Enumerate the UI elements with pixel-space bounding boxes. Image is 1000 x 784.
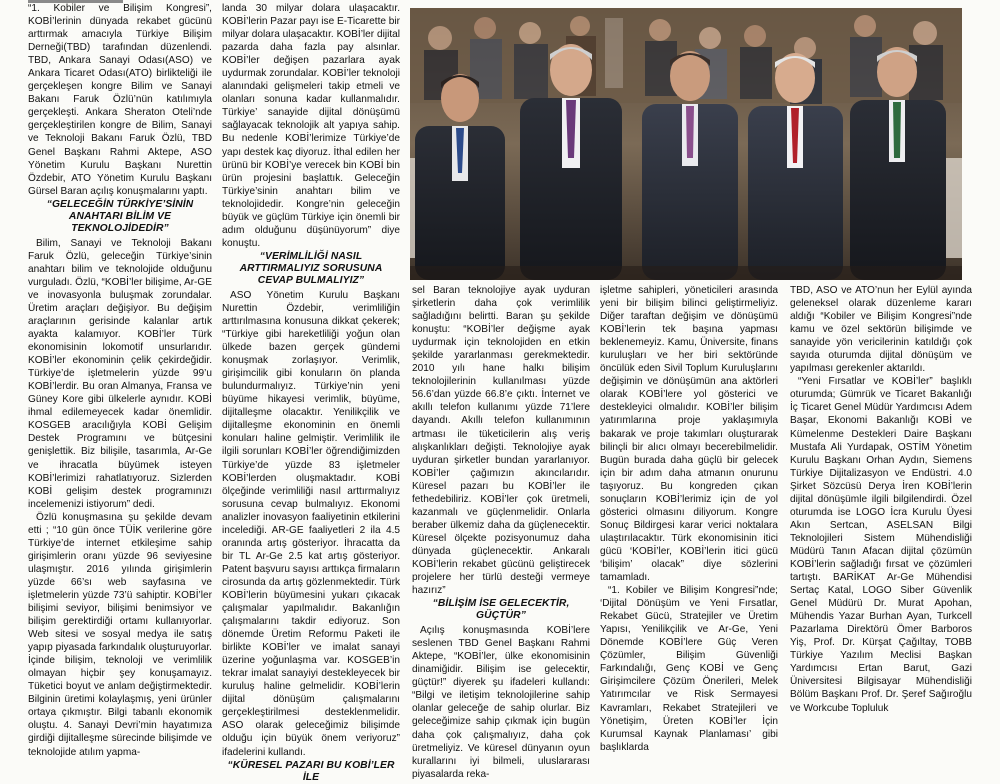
article-column-3 xyxy=(412,284,590,780)
paragraph: “1. Kobiler ve Bilişim Kongresi”, KOBİ’lerinin dünyada rekabet gücünü arttırmak amacıyla Türkiye Bilişim Derneği(TBD) tarafından düzenlendi. TBD, Ankara Sanayi Odası(ASO) ve Ankara Ticaret Odası(ATO) birlikteliği ile gerçekleşen kongre Bilim ve Sanayi Bakanı Faruk Özlü’nün katılımıyla gerçekleşti. Ankara Sheraton Oteli’nde gerçekleştirilen kongre de Bilim, Sanayi ve Teknoloji Bakanı Faruk Özlü, TBD Genel Başkanı Rahmi Aktepe, ASO Yönetim Kurulu Başkanı Nurettin Özdebir, ATO Yönetim Kurulu Başkanı Gürsel Baran açılış konuşmalarını yaptı. xyxy=(28,3,212,197)
paragraph: TBD, ASO ve ATO’nun her Eylül ayında geleneksel olarak düzenleme kararı aldığı “Kobiler ve Bilişim Kongresi”nde kamu ve özel sektörün bilişimde ve sanayide yön vericilerinin katıldığı çok sayıda oturumda dijital dönüşüm ve yapılması gerekenler aktarıldı. xyxy=(790,285,972,375)
paragraph: Açılış konuşmasında KOBİ’lere seslenen TBD Genel Başkanı Rahmi Aktepe, “KOBİ’ler, ülke ekonomisinin dinamiğidir. Bilişim ise gelecektir, güçtür!” diyerek şu ifadeleri kullandı: “Bilgi ve iletişim teknolojilerine sahip olanlar geleceğe de sahip olurlar. Biz geleceğimize sahip çıkmak için bugün daha çok çalışmalıyız, daha çok üretmeliyiz. Ve küresel dünyanın oyun kurallarını iyi bilmeli, uluslararası piyasalarda reka- xyxy=(412,625,590,780)
paragraph: ASO Yönetim Kurulu Başkanı Nurettin Özdebir, verimliliğin arttırılmasına konusuna dikkat çekerek; “Türkiye gibi hareketliliği yoğun olan ülkede bazen gerçek gündemi konuşmak zorlaşıyor. Verimlik, girişimcilik gibi konuların ön planda bulundurmalıyız. Türkiye’nin yeni büyüme hikayesi verimlik, büyüme, dijitalleşme olacaktır. Yenilikçilik ve dijitalleşme ekonominin en önemli konuları haline gelmiştir. Verimlilik ile ilgili sorunları KOBİ’ler öğrendiğimizden Türkiye’de yüzde 83 işletmeler KOBİ’lerden oluşmaktadır. KOBİ ölçeğinde verimliliği nasıl arttırmalıyız sorusuna cevap bulmalıyız. Ekonomi analizler inovasyon faaliyetinin etkilerini incelediği. AR-GE faaliyetleri 2 ila 4.5 oranında artış gösteriyor. İhracatta da bir TL Ar-Ge 2.5 kat artış gösteriyor. Patent başvuru sayısı arttıkça firmaların cirosunda da artış gözlenmektedir. Türk KOBİ’lerin büyümesini yukarı çıkacak çalışmalar yapılmalıdır. Bakanlığın çalışmalarını takdir ediyoruz. Son dönemde Üretim Reformu Paketi ile birlikte KOBİ’ler ve imalat sanayi üzerine yoğunlaşma var. KOSGEB’in tekrar imalat sanayiyi destekleyecek bir kuruluş haline gelmelidir. KOBİ’lerin dijital dönüşüm çalışmalarını gerçekleştirilmesi desteklenmelidir. ASO olarak geleceğimiz bilişimde olduğu için büyük önem veriyoruz” ifadelerini kullandı. xyxy=(222,289,400,758)
event-photo xyxy=(410,8,962,280)
subheading: “BİLİŞİM İSE GELECEKTİR, GÜÇTÜR” xyxy=(432,598,570,622)
subheading: “VERİMLİLİĞİ NASIL ARTTIRMALIYIZ SORUSUNA CEVAP BULMALIYIZ” xyxy=(239,250,383,286)
paragraph: Bilim, Sanayi ve Teknoloji Bakanı Faruk Özlü, geleceğin Türkiye’sinin anahtarı bilim ve teknolojide olduğunu vurguladı. Özlü, “KOBİ’ler bilişime, Ar-GE ve inovasyonla buluşmak zorundalar. Üretim araçları değişiyor. Bu değişim araçlarının gerisinde kalanlar artık ayakta kalamıyor. KOBİ’ler Türk ekonomisinin lokomotif unsurlarıdır. KOBİ’ler ekonominin çelik çekirdeğidir. Türkiye’de işletmelerin yüzde 99’u KOBİ’lerdir. Bu oran Almanya, Fransa ve Güney Kore gibi ülkelerle aynıdır. KOBİ ihmal edilemeyecek kadar önemlidir. KOSGEB aracılığıyla KOBİ Gelişim Destek Programını ve bütçesini genişlettik. Biz bilişile, tasarımla, Ar-Ge ve ihracatla büyümek isteyen KOBİ’lerimizi rahatlatıyoruz. Sizlerden KOBİ gelişim destek programınızı incelemenizi istiyorum” dedi. xyxy=(28,237,212,510)
paragraph: “1. Kobiler ve Bilişim Kongresi”nde; ‘Dijital Dönüşüm ve Yeni Fırsatlar, Rekabet Gücü, Stratejiler ve Üretim Yapısı, Yenilikçilik ve Ar-Ge, Yeni Dönemde KOBİ’lere Güç Veren Çözümler, Bilişim Güvenliği Farkındalığı, Genç KOBİ ve Genç Girişimcilere Çözüm Önerileri, Melek Yatırımcılar ve Risk Sermayesi Kavramları, Rekabet Stratejileri ve Yönetişim, Üreten KOBİ’ler İçin Kurumsal Kaynak Planlaması’ gibi başlıklarda xyxy=(600,585,778,753)
paragraph: “Yeni Fırsatlar ve KOBİ’ler” başlıklı oturumda; Gümrük ve Ticaret Bakanlığı İç Ticaret Genel Müdür Yardımcısı Adem Başar, Ekonomi Bakanlığı KOBİ ve Kümelenme Destekleri Daire Başkanı Mustafa Ali Yurdapak, OSTİM Yönetim Kurulu Başkanı Orhan Aydın, Siemens Türkiye Dijitalizasyon ve Endüstri. 4.0 Şirket Sözcüsü Derya İren KOBİ’lerin dijital dönüşümle ilgili bilgilendirdi. Özel oturumda ise LOGO İcra Kurulu Üyesi Akın Sertcan, ASELSAN Bilgi Teknolojileri Sistem Mühendisliği Müdürü Tanın Afacan dijital çözümün KOBİ’lerin sağladığı fırsat ve çözümleri tartıştı. BARİKAT Ar-Ge Mühendisi Sertaç Katal, LOGO Siber Güvenlik Genel Müdürü Dr. Murat Apohan, Mühendis Yazar Burhan Ayan, Turkcell Pazarlama Direktörü Ömer Barboros Yiş, Prof. Dr. Kürşat Çağıltay, TOBB Türkiye Yazılım Meclisi Başkan Yardımcısı Ertan Barut, Gazi Üniversitesi Bilgisayar Mühendisliği Bölüm Başkanı Prof. Dr. Şeref Sağıroğlu ve Workcube Topluluk xyxy=(790,376,972,714)
paragraph: Özlü konuşmasına şu şekilde devam etti ; “10 gün önce TÜİK verilerine göre Türkiye’de internet etkileşime sahip girişimlerin oranı yüzde 96 seviyesine ulaşmıştır. 2016 yılında girişimlerin yüzde 66’sı web sayfasına ve işletmelerin yüzde 73’ü sahiptir. KOBİ’ler bilişimi seviyor, bilişimi benimsiyor ve bilişim gerektirdiği ortamı kullanıyorlar. Web sitesi ve sosyal medya ile satış yapıp piyasada farkındalık oluşturuyorlar. İçinde bilişim, teknoloji ve verimlilik olmayan hiçbir şey konuşamayız. Tüketici boyut ve anlam değiştirmektedir. Bilginin üretimi kolaylaşmış, yeni ürünler ortaya çıkmıştır. Bilgi tabanlı ekonomik oluştu. 4. Sanayi Devri’min hayatımıza girdiği dijitalleşme sürecinde bilişimde ve teknolojide atılım yapma- xyxy=(28,511,212,758)
paragraph: landa 30 milyar dolara ulaşacaktır. KOBİ’lerin Pazar payı ise E-Ticarette bir milyar dolara ulaşacaktır. KOBİ’ler dijital pazarda daha fazla pay alsınlar. KOBİ’ler değişen pazarlara ayak uydurmak zorundalar. KOBİ’ler teknoloji alanındaki gelişmeleri takip etmeli ve olanları sonuna kadar kullanmalıdır. Türkiye’ sanayide dijital dönüşümü sağlayacak teknolojik alt yapıya sahip. Bu nedenle KOBİ’lerimize Türkiye’de yapı destek kaç diyoruz. İthal edilen her ürünü bir KOBİ’ye verecek bin KOBİ bin ürün projesini başlattık. Geleceğin Türkiye’sinin anahtarı bilim ve teknolojidedir. Kongre’nin geleceğin büyük ve güçlüm Türkiye için önemli bir adım olduğunu düşünüyorum” diye konuştu. xyxy=(222,3,401,249)
officials-standing-photo xyxy=(410,8,962,280)
subheading: “GELECEĞİN TÜRKİYE’SİNİN ANAHTARI BİLİM VE TEKNOLOJİDEDİR” xyxy=(46,198,194,234)
paragraph: işletme sahipleri, yöneticileri arasında yeni bir bilişim bilinci geliştirmeliyiz. Diğer taraftan değişim ve dönüşümü KOBİ’lerin tek başına yapması beklenemeyiz. Kamu, Üniversite, finans kuruluşları ve her biri sektöründe öncülük eden Sivil Toplum Kuruluşlarını değişimin ve dönüşümün ana aktörleri olarak KOBİ’lere yol gösterici ve destekleyici olmalıdır. KOBİ’ler bilişim yatırımlarına proje yaklaşımıyla bakarak ve proje takımları oluşturarak bilinçli bir alıcı olmayı becerebilmelidir. Bugün burada daha güçlü bir gelecek için bir adım daha atmanın onurunu taşıyoruz. Bu kongreden çıkan sonuçların KOBİ’lerimiz için de yol gösterici olmasını diliyorum. Kongre Sonuç Bildirgesi karar verici noktalara ulaştırılacaktır. Türk ekonomisinin itici gücü ‘KOBİ’ler, KOBİ’lerin itici gücü ‘bilişim’ olacak” diye sözlerini tamamladı. xyxy=(600,285,778,584)
article-column-1 xyxy=(28,2,212,758)
subheading: “KÜRESEL PAZARI BU KOBİ’LER İLE xyxy=(227,759,395,783)
article-column-4 xyxy=(600,284,778,753)
paragraph: sel Baran teknolojiye ayak uyduran şirketlerin daha çok verimlilik sağladığını belirtti. Baran şu şekilde konuştu: “KOBİ’ler değişme ayak uydurmak için teknolojiden en etkin şekilde yararlanması gerekmektedir. 2010 yılı hane halkı bilişim teknolojilerinin kullanılması yüzde 56.6’dan yüzde 66.8’e çıktı. İnternet ve akıllı telefon kullanımı yüzde 71’lere dayandı. Akıllı telefon kullanımının artması ile tüketicilerin alış veriş alışkanlıkları değişti. Teknolojiye ayak uyduran şirketler bundan yararlanıyor. KOBİ’ler çağımızın akıncılarıdır. Küresel pazarı bu KOBİ’ler ile fethedebiliriz. KOBİ’ler çok üretmeli, kazanmalı ve güçlenmelidir. Onlarla beraber ülkemiz daha da güçlenecektir. Küresel ölçekte pozisyonumuz daha dünyada güçlenecektir. Ankaralı KOBİ’lerin rekabet gücünü geliştirecek projelere her türlü desteği vermeye hazırız” xyxy=(412,285,590,597)
article-column-5 xyxy=(790,284,972,714)
article-column-2 xyxy=(222,2,401,783)
